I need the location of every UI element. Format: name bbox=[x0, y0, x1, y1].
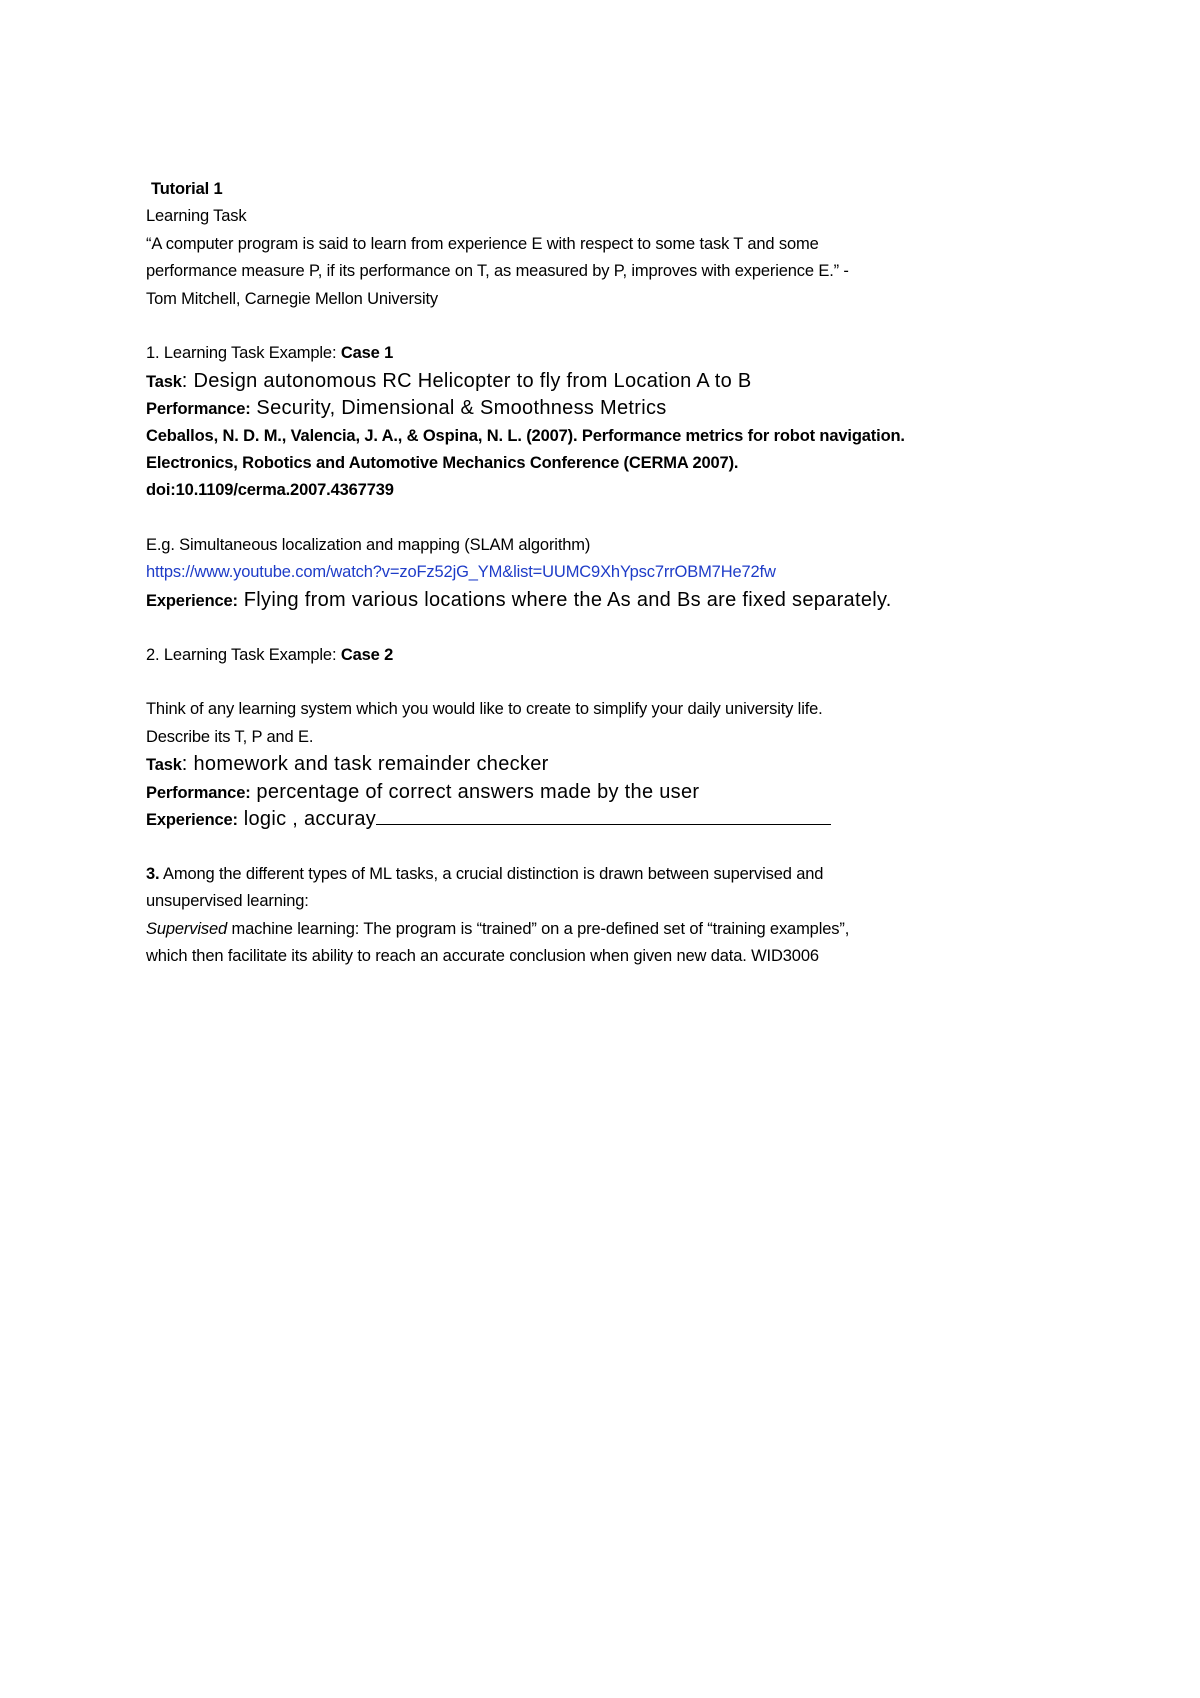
quote-line-2: performance measure P, if its performance on T, as measured by P, improves with experience E.” - bbox=[146, 262, 849, 281]
quote-attribution: Tom Mitchell, Carnegie Mellon University bbox=[146, 289, 439, 308]
document-body bbox=[146, 176, 1066, 970]
experience-label: Experience: bbox=[146, 810, 238, 829]
spacer bbox=[146, 669, 1066, 696]
case2-task bbox=[146, 751, 1066, 778]
spacer bbox=[146, 313, 1066, 340]
task-value: : homework and task remainder checker bbox=[181, 753, 549, 776]
task-label: Task bbox=[146, 756, 182, 775]
case2-performance bbox=[146, 779, 1066, 806]
section3-line-3 bbox=[146, 916, 1066, 943]
experience-label: Experience: bbox=[146, 591, 238, 610]
performance-value: percentage of correct answers made by the user bbox=[250, 780, 700, 803]
reference-doi bbox=[146, 477, 1066, 504]
case1-experience bbox=[146, 587, 1066, 614]
section3-number: 3. bbox=[146, 864, 160, 883]
case1-prefix: 1. Learning Task Example: bbox=[146, 344, 341, 363]
experience-value: Flying from various locations where the As and Bs are fixed separately. bbox=[237, 588, 892, 611]
section3-line-4: which then facilitate its ability to reach an accurate conclusion when given new data. WID3006 bbox=[146, 946, 819, 965]
spacer bbox=[146, 833, 1066, 860]
spacer bbox=[146, 505, 1066, 532]
performance-label: Performance: bbox=[146, 783, 251, 802]
section3-text: Among the different types of ML tasks, a crucial distinction is drawn between supervised and bbox=[159, 864, 824, 883]
case1-label: Case 1 bbox=[340, 344, 394, 363]
section3-line-2: unsupervised learning: bbox=[146, 892, 309, 911]
case2-experience bbox=[146, 806, 1066, 833]
tutorial-title: Tutorial 1 bbox=[151, 180, 223, 198]
example-slam: E.g. Simultaneous localization and mapping (SLAM algorithm) bbox=[146, 536, 591, 555]
reference-text: Ceballos, N. D. M., Valencia, J. A., & Ospina, N. L. (2007). Performance metrics for robot navigation. bbox=[146, 426, 905, 445]
case2-heading bbox=[146, 642, 1066, 669]
section-subtitle: Learning Task bbox=[146, 207, 247, 226]
quote-line-1: “A computer program is said to learn from experience E with respect to some task T and some bbox=[146, 234, 819, 253]
task-label: Task bbox=[146, 372, 182, 391]
doi-text: doi:10.1109/cerma.2007.4367739 bbox=[146, 481, 394, 500]
case2-prompt-line-2: Describe its T, P and E. bbox=[146, 727, 314, 746]
reference-line-2 bbox=[146, 450, 1066, 477]
performance-label: Performance: bbox=[146, 400, 251, 419]
performance-value: Security, Dimensional & Smoothness Metrics bbox=[250, 397, 667, 420]
reference-line-1 bbox=[146, 423, 1066, 450]
case1-heading bbox=[146, 340, 1066, 367]
section3-text: machine learning: The program is “trained” on a pre-defined set of “training examples”, bbox=[227, 919, 850, 938]
youtube-link[interactable]: https://www.youtube.com/watch?v=zoFz52jG_YM&list=UUMC9XhYpsc7rrOBM7He72fw bbox=[146, 563, 776, 582]
answer-underline bbox=[376, 806, 831, 825]
task-value: : Design autonomous RC Helicopter to fly from Location A to B bbox=[181, 369, 752, 392]
experience-value: logic , accuray bbox=[237, 807, 377, 830]
case2-prompt-line-1: Think of any learning system which you would like to create to simplify your daily university life. bbox=[146, 700, 823, 719]
case1-task bbox=[146, 368, 1066, 395]
spacer bbox=[146, 614, 1066, 641]
reference-text: Electronics, Robotics and Automotive Mechanics Conference (CERMA 2007). bbox=[146, 453, 739, 472]
youtube-link-line bbox=[146, 559, 1066, 586]
case2-prefix: 2. Learning Task Example: bbox=[146, 645, 341, 664]
case1-performance bbox=[146, 395, 1066, 422]
section3-line-1 bbox=[146, 861, 1066, 888]
supervised-term: Supervised bbox=[146, 919, 228, 938]
case2-label: Case 2 bbox=[340, 645, 394, 664]
